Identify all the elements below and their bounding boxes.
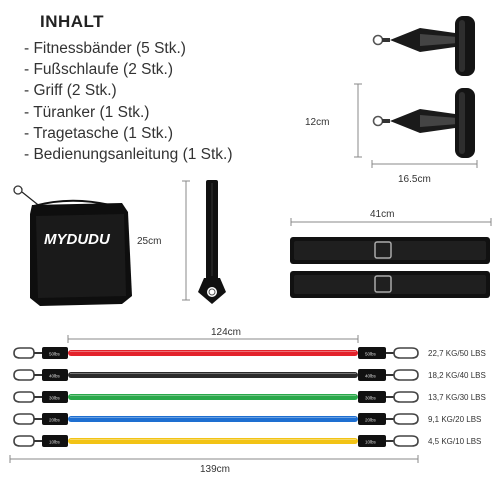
band-tag-left: 40lbs <box>49 373 60 379</box>
band-tag-left: 50lbs <box>49 351 60 357</box>
carabiner-left-icon <box>14 392 34 402</box>
band-tube <box>68 416 358 422</box>
anchor-length-dimension <box>182 181 190 300</box>
band-tag-right: 50lbs <box>365 351 376 357</box>
carabiner-left-icon <box>14 436 34 446</box>
handle-bottom-illustration <box>374 88 476 158</box>
carabiner-left-icon <box>14 370 34 380</box>
band-row <box>14 369 486 381</box>
contents-heading: INHALT <box>40 12 105 31</box>
handle-top-illustration <box>374 16 476 76</box>
door-anchor-illustration <box>198 180 226 304</box>
band-row <box>14 391 486 403</box>
strap-length-label: 41cm <box>370 209 395 220</box>
band-resistance-label: 4,5 KG/10 LBS <box>428 437 482 446</box>
band-resistance-label: 13,7 KG/30 LBS <box>428 393 486 402</box>
band-tag-left: 10lbs <box>49 439 60 445</box>
carabiner-left-icon <box>14 414 34 424</box>
band-tag-right: 20lbs <box>365 417 376 423</box>
anchor-length-label: 25cm <box>137 236 162 247</box>
band-tag-right: 10lbs <box>365 439 376 445</box>
band-row <box>14 435 481 447</box>
band-tag-right: 40lbs <box>365 373 376 379</box>
list-item: - Tragetasche (1 Stk.) <box>24 124 174 142</box>
list-item: - Bedienungsanleitung (1 Stk.) <box>24 146 233 164</box>
band-resistance-label: 9,1 KG/20 LBS <box>428 415 482 424</box>
band-tube <box>68 350 358 356</box>
carabiner-right-icon <box>394 348 418 358</box>
band-resistance-label: 22,7 KG/50 LBS <box>428 349 486 358</box>
handle-height-dimension <box>354 84 362 157</box>
band-tag-left: 20lbs <box>49 417 60 423</box>
band-tube <box>68 394 358 400</box>
band-total-length-label: 139cm <box>200 464 231 475</box>
ankle-strap-bottom-illustration <box>290 271 490 298</box>
carabiner-left-icon <box>14 348 34 358</box>
band-row <box>14 347 486 359</box>
band-tag-left: 30lbs <box>49 395 60 401</box>
list-item: - Griff (2 Stk.) <box>24 82 117 100</box>
list-item: - Fitnessbänder (5 Stk.) <box>24 40 186 57</box>
band-tube <box>68 372 358 378</box>
list-item: - Türanker (1 Stk.) <box>24 103 150 121</box>
carabiner-right-icon <box>394 414 418 424</box>
handle-width-dimension <box>372 160 477 168</box>
band-row <box>14 413 481 425</box>
carabiner-right-icon <box>394 370 418 380</box>
handle-height-label: 12cm <box>305 117 330 128</box>
resistance-bands <box>14 347 486 447</box>
bag-brand-logo: MYDUDU <box>44 231 110 248</box>
list-item: - Fußschlaufe (2 Stk.) <box>24 61 174 79</box>
carabiner-right-icon <box>394 392 418 402</box>
band-total-dimension <box>10 455 418 463</box>
band-inner-length-label: 124cm <box>211 327 242 338</box>
ankle-strap-top-illustration <box>290 237 490 264</box>
band-resistance-label: 18,2 KG/40 LBS <box>428 371 486 380</box>
handle-width-label: 16.5cm <box>398 174 431 185</box>
carabiner-right-icon <box>394 436 418 446</box>
band-tag-right: 30lbs <box>365 395 376 401</box>
band-tube <box>68 438 358 444</box>
